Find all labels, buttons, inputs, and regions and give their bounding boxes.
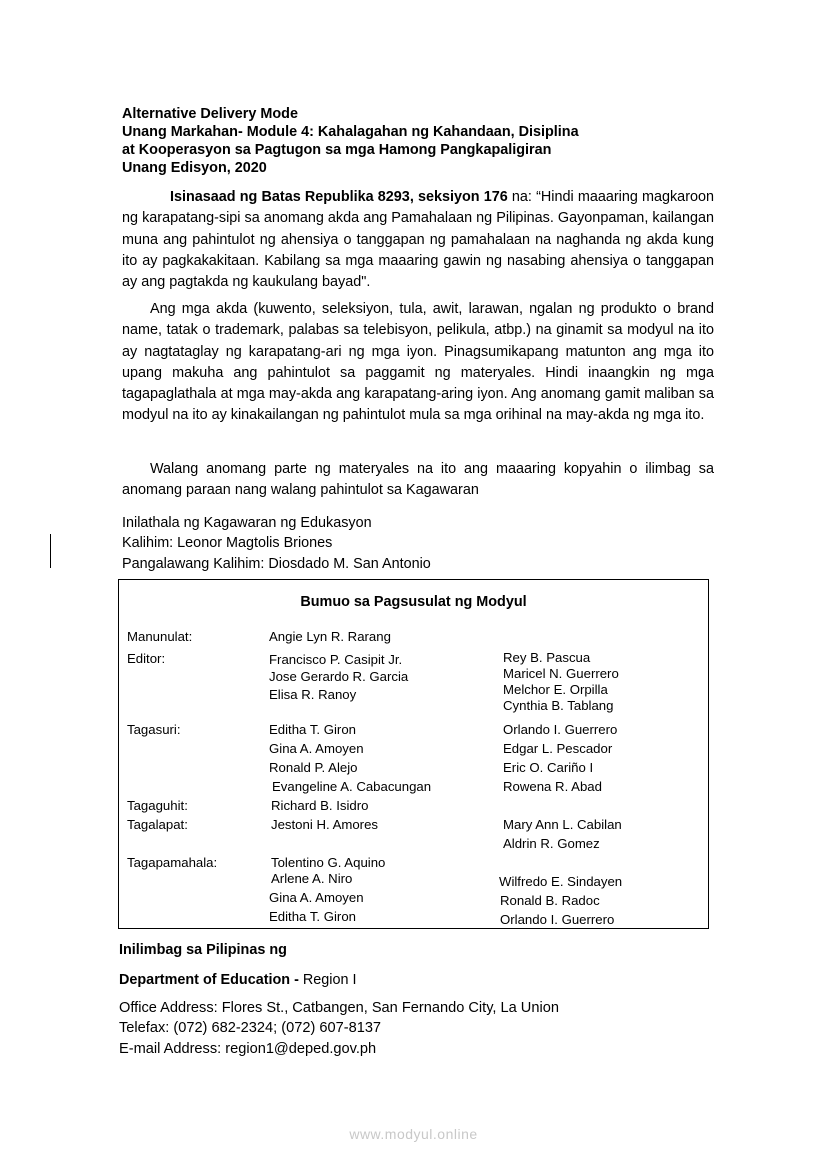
credit-name: Elisa R. Ranoy [269, 687, 357, 702]
telefax: Telefax: (072) 682-2324; (072) 607-8137 [119, 1020, 382, 1037]
copyright-paragraph-3 [122, 459, 714, 502]
deped-region: Region I [302, 972, 357, 988]
email-address: E-mail Address: region1@deped.gov.ph [119, 1040, 377, 1057]
credit-name: Richard B. Isidro [271, 798, 369, 813]
credit-name: Tolentino G. Aquino [271, 855, 386, 870]
credit-name: Arlene A. Niro [271, 871, 353, 886]
watermark: www.modyul.online [349, 1126, 478, 1142]
copyright-p2-text: Ang mga akda (kuwento, seleksiyon, tula, awit, larawan, ngalan ng produkto o brand name, tatak o trademark, palabas sa telebisyon, pelikula, atbp.) na ginamit sa modyul na ito ay nagtataglay ng karapatang-ari ng mga iyon. Pinagsumikapang matunton ang mga ito upang makuha ang pahintulot sa paggamit ng materyales. Hindi inaangkin ng mga tagapaglathala at mga may-akda ang karapatang-aring iyon. Ang anomang gamit maliban sa modyul na ito ay kinakailangan ng pahintulot mula sa mga orihinal na may-akda ng mga ito. [122, 301, 714, 424]
credit-name: Maricel N. Guerrero [503, 666, 619, 681]
copyright-paragraph-1 [122, 187, 714, 293]
credit-name: Edgar L. Pescador [503, 741, 613, 756]
credit-name: Francisco P. Casipit Jr. [269, 652, 403, 667]
header-line-adm: Alternative Delivery Mode [122, 106, 298, 122]
secretary-line: Kalihim: Leonor Magtolis Briones [122, 535, 333, 552]
printed-in-label: Inilimbag sa Pilipinas ng [119, 942, 287, 958]
copyright-p1-text: na: “Hindi maaaring magkaroon ng karapatang-sipi sa anomang akda ang Pamahalaan ng Pilipinas. Gayonpaman, kailangan muna ang pahintulot ng ahensiya o tanggapan ng pamahalaan na naghanda ng akda kung ito ay pagkakakitaan. Kabilang sa mga maaaring gawin ng nasabing ahensiya o tanggapan ay ang pagtakda ng kaukulang bayad". [122, 189, 714, 291]
office-address: Office Address: Flores St., Catbangen, San Fernando City, La Union [119, 1000, 559, 1016]
credit-name: Orlando I. Guerrero [503, 722, 618, 737]
credit-name: Evangeline A. Cabacungan [272, 779, 432, 794]
copyright-law-citation: Isinasaad ng Batas Republika 8293, seksiyon 176 [170, 189, 508, 205]
credit-name: Rowena R. Abad [503, 779, 602, 794]
header-line-edition: Unang Edisyon, 2020 [122, 160, 267, 176]
role-label-editor: Editor: [127, 651, 166, 666]
publisher-line: Inilathala ng Kagawaran ng Edukasyon [122, 515, 372, 531]
credit-name: Gina A. Amoyen [269, 741, 364, 756]
header-line-module-cont: at Kooperasyon sa Pagtugon sa mga Hamong Pangkapaligiran [122, 142, 552, 158]
role-label-tagalapat: Tagalapat: [127, 817, 188, 832]
margin-change-bar [50, 534, 51, 568]
credit-name: Aldrin R. Gomez [503, 836, 600, 851]
role-label-tagaguhit: Tagaguhit: [127, 798, 188, 813]
role-label-tagasuri: Tagasuri: [127, 722, 181, 737]
credit-name: Gina A. Amoyen [269, 890, 364, 905]
credits-title: Bumuo sa Pagsusulat ng Modyul [300, 594, 527, 610]
copyright-paragraph-2 [122, 299, 714, 427]
credit-name: Ronald B. Radoc [500, 893, 600, 908]
credit-name: Editha T. Giron [269, 722, 356, 737]
role-label-tagapamahala: Tagapamahala: [127, 855, 218, 870]
credit-name: Rey B. Pascua [503, 650, 591, 665]
credit-name: Jose Gerardo R. Garcia [269, 669, 409, 684]
deped-name: Department of Education - [119, 972, 303, 988]
credit-name: Angie Lyn R. Rarang [269, 629, 391, 644]
header-line-module: Unang Markahan- Module 4: Kahalagahan ng Kahandaan, Disiplina [122, 124, 579, 140]
credit-name: Wilfredo E. Sindayen [499, 874, 623, 889]
publisher-block [122, 513, 431, 574]
role-label-manunulat: Manunulat: [127, 629, 193, 644]
undersecretary-line: Pangalawang Kalihim: Diosdado M. San Antonio [122, 555, 431, 572]
credit-name: Jestoni H. Amores [271, 817, 379, 832]
document-header [122, 105, 722, 177]
credit-name: Cynthia B. Tablang [503, 698, 614, 713]
credit-name: Melchor E. Orpilla [503, 682, 608, 697]
credits-box [118, 579, 709, 929]
copyright-p3-text: Walang anomang parte ng materyales na ito ang maaaring kopyahin o ilimbag sa anomang paraan nang walang pahintulot sa Kagawaran [122, 461, 714, 499]
credit-name: Mary Ann L. Cabilan [503, 817, 622, 832]
credit-name: Orlando I. Guerrero [500, 912, 615, 927]
deped-region-line [119, 972, 357, 988]
credit-name: Ronald P. Alejo [269, 760, 358, 775]
contact-block [119, 998, 559, 1059]
credit-name: Editha T. Giron [269, 909, 356, 924]
credit-name: Eric O. Cariño I [503, 760, 594, 775]
